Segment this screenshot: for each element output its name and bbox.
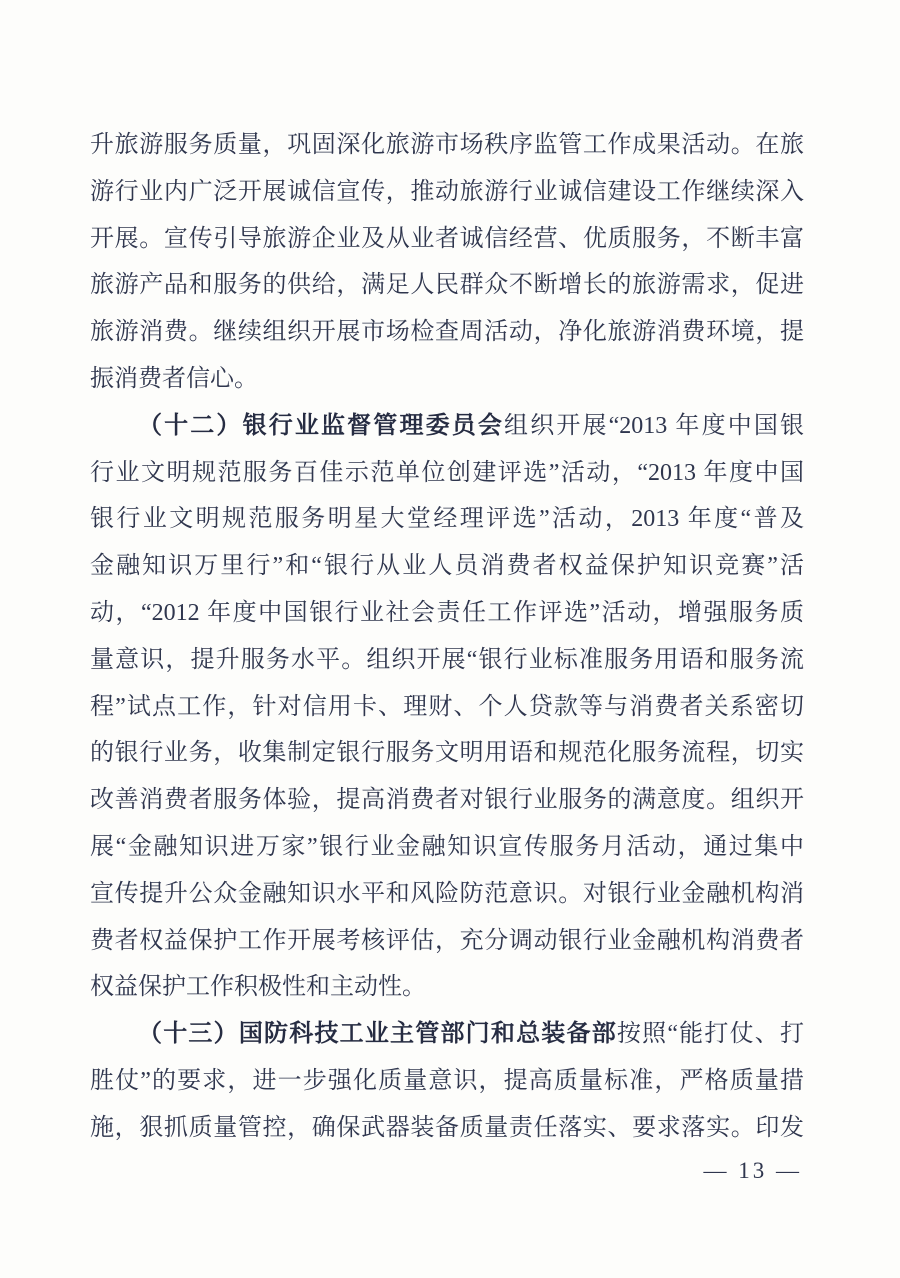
text-line: 胜仗”的要求，进一步强化质量意识，提高质量标准，严格质量措 (90, 1067, 804, 1094)
text-line: 行业文明规范服务百佳示范单位创建评选”活动，“2013 年度中国 (90, 459, 804, 486)
text-line: 振消费者信心。 (90, 365, 258, 392)
section-12-heading: （十二）银行业监督管理委员会 (138, 412, 505, 439)
paragraph-lead-line (90, 1011, 804, 1058)
section-12-lead-text: 组织开展“2013 年度中国银 (504, 412, 804, 439)
text-line: 程”试点工作，针对信用卡、理财、个人贷款等与消费者关系密切 (90, 693, 804, 720)
text-line: 升旅游服务质量，巩固深化旅游市场秩序监管工作成果活动。在旅 (90, 132, 804, 158)
text-line: 旅游产品和服务的供给，满足人民群众不断增长的旅游需求，促进 (90, 272, 804, 299)
text-line: 量意识，提升服务水平。组织开展“银行业标准服务用语和服务流 (90, 646, 804, 673)
paragraph-section-12 (90, 403, 804, 1011)
text-line: 费者权益保护工作开展考核评估，充分调动银行业金融机构消费者 (90, 927, 804, 954)
text-line: 展“金融知识进万家”银行业金融知识宣传服务月活动，通过集中 (90, 833, 804, 860)
text-line: 改善消费者服务体验，提高消费者对银行业服务的满意度。组织开 (90, 787, 804, 814)
text-line: 施，狠抓质量管控，确保武器装备质量责任落实、要求落实。印发 (90, 1114, 804, 1141)
page-number: — 13 — (703, 1158, 802, 1183)
section-13-lead-text: 按照“能打仗、打 (616, 1021, 804, 1048)
paragraph-tourism-continuation (90, 122, 804, 403)
text-line: 动，“2012 年度中国银行业社会责任工作评选”活动，增强服务质 (90, 599, 804, 626)
section-13-heading: （十三）国防科技工业主管部门和总装备部 (138, 1021, 617, 1048)
text-line: 银行业文明规范服务明星大堂经理评选”活动，2013 年度“普及 (90, 506, 804, 533)
text-line: 金融知识万里行”和“银行从业人员消费者权益保护知识竞赛”活 (90, 553, 804, 580)
text-line: 开展。宣传引导旅游企业及从业者诚信经营、优质服务，不断丰富 (90, 225, 804, 252)
paragraph-lead-line (90, 403, 804, 450)
text-line: 游行业内广泛开展诚信宣传，推动旅游行业诚信建设工作继续深入 (90, 178, 804, 205)
text-line: 宣传提升公众金融知识水平和风险防范意识。对银行业金融机构消 (90, 880, 804, 907)
paragraph-section-13 (90, 1011, 804, 1151)
document-body (90, 122, 804, 1152)
text-line: 权益保护工作积极性和主动性。 (90, 974, 426, 1001)
text-line: 旅游消费。继续组织开展市场检查周活动，净化旅游消费环境，提 (90, 319, 804, 346)
text-line: 的银行业务，收集制定银行服务文明用语和规范化服务流程，切实 (90, 740, 804, 767)
